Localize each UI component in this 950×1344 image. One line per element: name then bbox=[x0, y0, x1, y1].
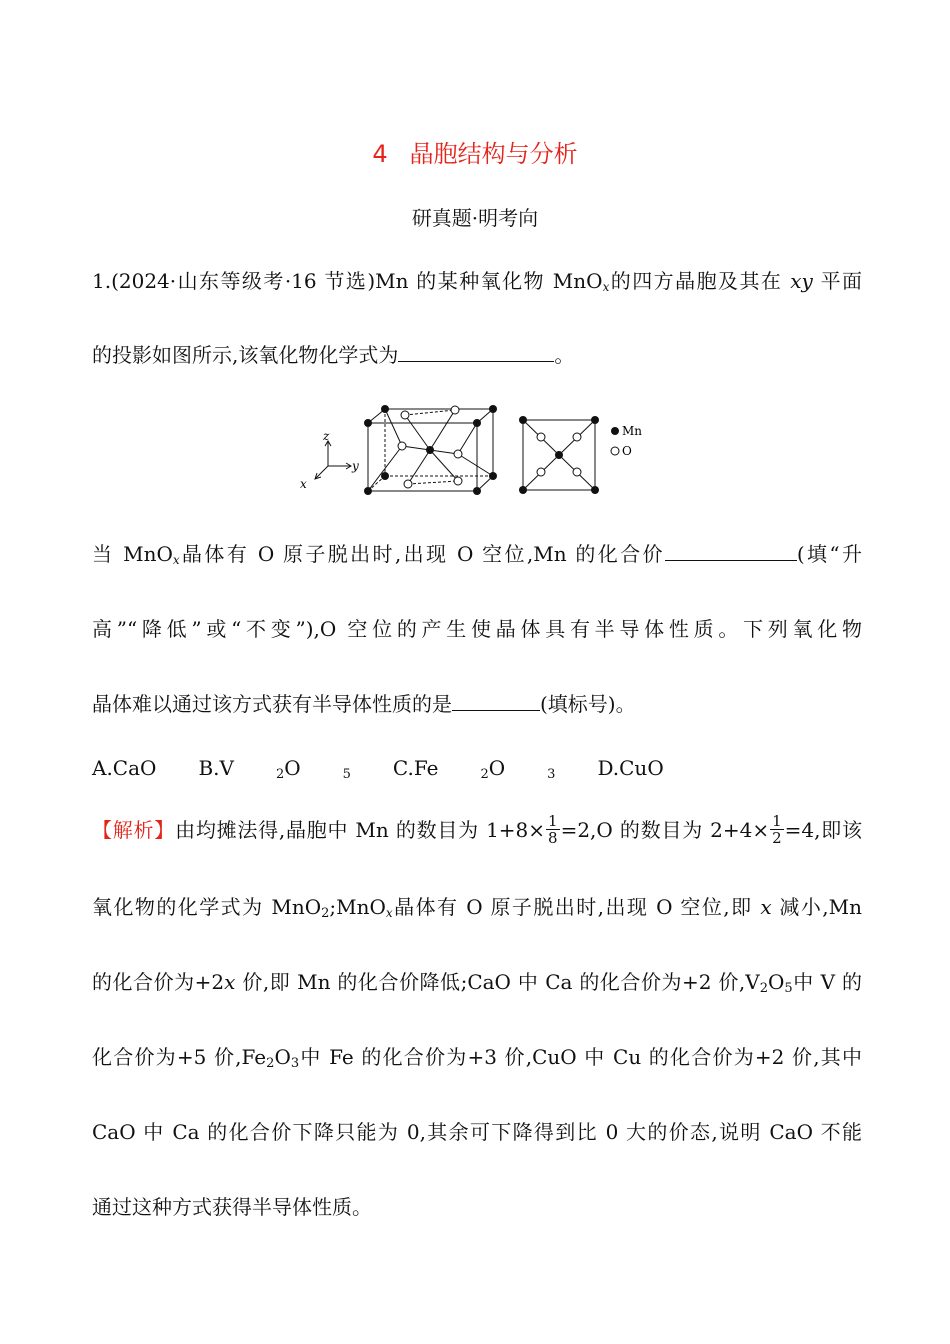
section-title bbox=[0, 134, 950, 169]
legend-o-label: O bbox=[622, 444, 632, 458]
analysis-line-5: CaO 中 Ca 的化合价下降只能为 0,其余可下降得到比 0 大的价态,说明 CaO 不能 bbox=[92, 1120, 862, 1144]
legend-o-marker bbox=[611, 447, 619, 455]
axis-x-label: x bbox=[300, 477, 307, 491]
question-text: 晶体有 O 原子脱出时,出现 O 空位,Mn 的化合价 bbox=[179, 542, 665, 566]
question-text: 的投影如图所示,该氧化物化学式为 bbox=[92, 343, 399, 367]
fraction-one-eighth: $\frac{1}{8}$ bbox=[548, 812, 558, 847]
question-text: 的四方晶胞及其在 bbox=[609, 269, 783, 293]
question-line-4: 高”“降低”或“不变”),O 空位的产生使晶体具有半导体性质。下列氧化物 bbox=[92, 617, 862, 641]
answer-blank[interactable] bbox=[398, 341, 554, 362]
italic-variable: xy bbox=[790, 269, 813, 293]
answer-blank[interactable] bbox=[452, 690, 540, 711]
axis-y-label: y bbox=[352, 459, 359, 473]
axes-icon bbox=[315, 441, 351, 479]
subscript: x bbox=[172, 553, 180, 567]
section-number: 4 bbox=[372, 140, 388, 168]
question-text: 。 bbox=[554, 343, 575, 367]
option-b[interactable]: B.V $_2$O $_5$ bbox=[198, 756, 351, 782]
crystal-figure bbox=[290, 398, 650, 500]
question-text: 当 MnO bbox=[92, 542, 173, 566]
fraction-one-half: $\frac{1}{2}$ bbox=[772, 812, 782, 847]
question-text: 平面 bbox=[820, 269, 863, 293]
option-c[interactable]: C.Fe $_2$O $_3$ bbox=[392, 756, 556, 782]
subscript: x bbox=[602, 280, 610, 294]
subsection-heading: 研真题·明考向 bbox=[411, 206, 539, 230]
analysis-text: =2,O 的数目为 2+4× bbox=[560, 818, 770, 842]
analysis-line-6: 通过这种方式获得半导体性质。 bbox=[92, 1195, 372, 1219]
question-line-2 bbox=[92, 340, 862, 370]
analysis-line-3: 的化合价为+2x 价,即 Mn 的化合价降低;CaO 中 Ca 的化合价为+2 价$,V_2O_5$中 V 的 bbox=[92, 970, 862, 996]
question-line-5 bbox=[92, 689, 862, 719]
question-text: 晶体难以通过该方式获有半导体性质的是 bbox=[92, 692, 452, 716]
option-d[interactable]: D.CuO bbox=[597, 756, 664, 780]
question-text: (填“升 bbox=[796, 542, 862, 566]
answer-options bbox=[92, 753, 862, 783]
analysis-text: =4,即该 bbox=[784, 818, 862, 842]
analysis-tag: 【解析】 bbox=[92, 818, 176, 842]
legend-mn-marker bbox=[611, 427, 619, 435]
legend-mn-label: Mn bbox=[622, 424, 643, 438]
analysis-text: 由均摊法得,晶胞中 Mn 的数目为 1+8× bbox=[175, 818, 546, 842]
analysis-line-2: 氧化物的化学式为 MnO$_2$;MnOx晶体有 O 原子脱出时,出现 O 空位,即 x 减小,Mn bbox=[92, 895, 863, 921]
question-text: 1.(2024·山东等级考·16 节选)Mn 的某种氧化物 MnO bbox=[92, 269, 603, 293]
answer-blank[interactable] bbox=[665, 540, 797, 561]
option-a[interactable]: A.CaO bbox=[92, 756, 157, 780]
crystal-cell-diagram bbox=[290, 398, 650, 500]
section-title-text: 晶胞结构与分析 bbox=[409, 140, 578, 168]
axis-z-label: z bbox=[323, 429, 330, 443]
analysis-line-4: 化合价为+5 价$,Fe_2O_3$中 Fe 的化合价为+3 价,CuO 中 Cu 的化合价为+2 价,其中 bbox=[92, 1045, 862, 1071]
question-line-1 bbox=[92, 266, 862, 296]
question-text: (填标号)。 bbox=[540, 692, 636, 716]
analysis-line-1 bbox=[92, 812, 862, 848]
question-line-3 bbox=[92, 539, 862, 569]
